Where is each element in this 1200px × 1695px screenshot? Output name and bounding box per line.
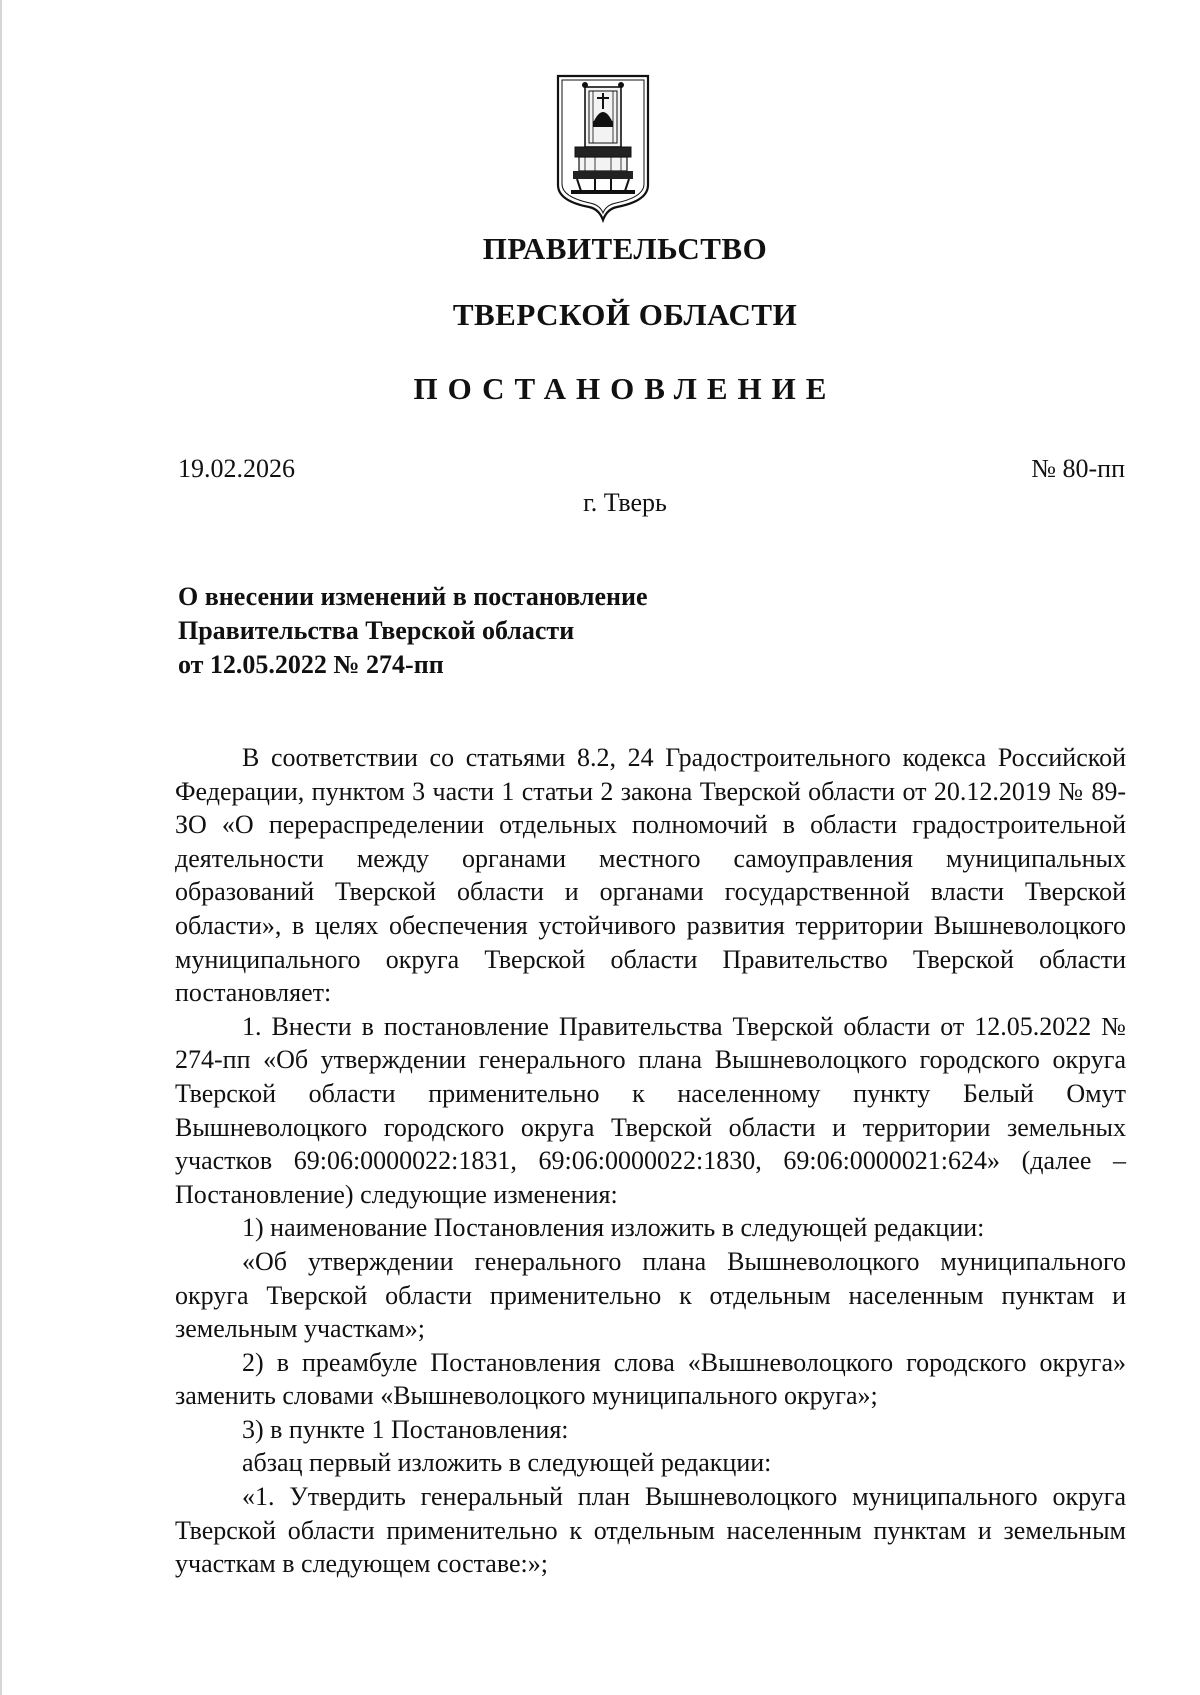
body-paragraph-item-1-1: 1) наименование Постановления изложить в следующей редакции:: [242, 1213, 985, 1243]
document-city: г. Тверь: [583, 488, 667, 517]
body-paragraph-quote-title: «Об утверждении генерального плана Вышневолоцкого муниципального округа Тверской области применительно к отдельным населенным пунктам и земельным участкам»;: [175, 1246, 1126, 1344]
document-type-title: ПОСТАНОВЛЕНИЕ: [413, 371, 837, 406]
government-title-line2: ТВЕРСКОЙ ОБЛАСТИ: [452, 297, 798, 332]
body-paragraph-item-1-3: 3) в пункте 1 Постановления:: [242, 1414, 569, 1444]
body-paragraph-abzac: абзац первый изложить в следующей редакции:: [242, 1448, 772, 1478]
subject-line-2: Правительства Тверской области: [178, 616, 575, 645]
body-paragraph-item-1: 1. Внести в постановление Правительства Тверской области от 12.05.2022 № 274-пп «Об утверждении генерального плана Вышневолоцкого городского округа Тверской области применительно к населенному пункту Белый Омут Вышневолоцкого городского округа Тверской области и территории земельных участков 69:06:0000022:1831, 69:06:0000022:1830, 69:06:0000021:624» (далее – Постановление) следующие изменения:: [175, 1011, 1126, 1209]
document-number: № 80-пп: [1031, 454, 1125, 483]
government-title-line1: ПРАВИТЕЛЬСТВО: [482, 231, 768, 266]
body-paragraph-preamble: В соответствии со статьями 8.2, 24 Градостроительного кодекса Российской Федерации, пунктом 3 части 1 статьи 2 закона Тверской области от 20.12.2019 № 89-ЗО «О перераспределении отдельных полномочий в области градостроительной деятельности между органами местного самоуправления муниципальных образований Тверской области и органами государственной власти Тверской области», в целях обеспечения устойчивого развития территории Вышневолоцкого муниципального округа Тверской области Правительство Тверской области постановляет:: [175, 743, 1126, 1008]
subject-line-1: О внесении изменений в постановление: [178, 582, 648, 611]
document-body: [175, 741, 1126, 1581]
subject-line-3: от 12.05.2022 № 274-пп: [178, 650, 444, 679]
body-paragraph-quote-item: «1. Утвердить генеральный план Вышневолоцкого муниципального округа Тверской области применительно к отдельным населенным пунктам и земельным участкам в следующем составе:»;: [175, 1482, 1126, 1579]
document-subject: [178, 580, 798, 682]
coat-of-arms-icon: [555, 73, 651, 223]
body-paragraph-item-1-2: 2) в преамбуле Постановления слова «Вышневолоцкого городского округа» заменить словами «Вышневолоцкого муниципального округа»;: [175, 1347, 1126, 1411]
document-date: 19.02.2026: [178, 454, 295, 483]
